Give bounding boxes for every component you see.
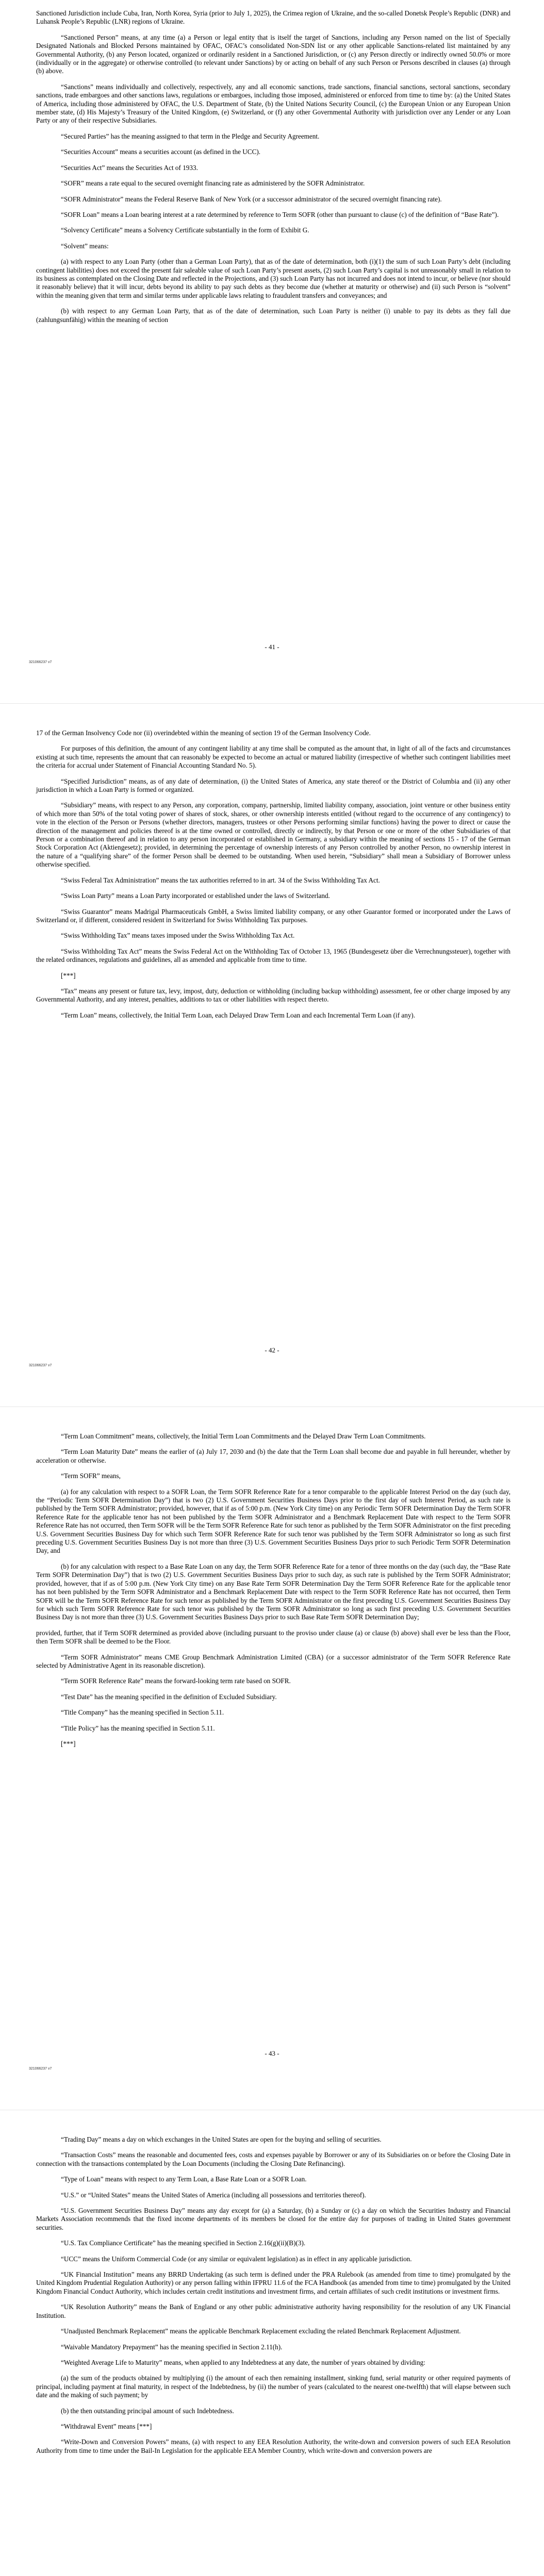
- redaction-marker: [***]: [61, 1739, 76, 1748]
- definition-securities-act: “Securities Act” means the Securities Act of 1933.: [61, 163, 198, 172]
- page-number: - 43 -: [265, 2049, 279, 2057]
- definition-sofr: “SOFR” means a rate equal to the secured overnight financing rate as administered by the SOFR Administrator.: [61, 179, 365, 188]
- definition-term-loan-maturity-date: “Term Loan Maturity Date” means the earlier of (a) July 17, 2030 and (b) the date that the Term Loan shall become due and payable in full hereunder, whether by acceleration or otherwise.: [36, 1448, 510, 1464]
- definition-swiss-withholding-tax-act: “Swiss Withholding Tax Act” means the Swiss Federal Act on the Withholding Tax of October 13, 1965 (Bundesgesetz über die Verrechnungssteuer), together with the related ordinances, regulations and guidelines, all as amended and applicable from time to time.: [36, 947, 510, 964]
- definition-sanctioned-person: “Sanctioned Person” means, at any time (a) a Person or legal entity that is itself the target of Sanctions, including any Person named on the list of Specially Designated Nationals and Blocked Persons maintained by OFAC, OFAC’s consolidated Non-SDN list or any other applicable Sanctions-related list maintained by any Governmental Authority, (b) any Person located, organized or ordinarily resident in a Sanctioned Jurisdiction, or (c) any Person directly or indirectly owned 50.0% or more (individually or in the aggregate) or otherwise controlled (to relevant under Sanctions) by or acting on behalf of any such Person or Persons described in clauses (a) through (b) above.: [36, 33, 510, 75]
- definition-term-loan: “Term Loan” means, collectively, the Initial Term Loan, each Delayed Draw Term Loan and each Incremental Term Loan (if any).: [61, 1011, 416, 1019]
- definition-uk-financial-institution: “UK Financial Institution” means any BRRD Undertaking (as such term is defined under the PRA Rulebook (as amended from time to time) promulgated by the United Kingdom Prudential Regulation Authority) or any person falling within IFPRU 11.6 of the FCA Handbook (as amended from time to time) promulgated by the United Kingdom Financial Conduct Authority, which includes certain credit institutions and investment firms, and certain affiliates of such credit institutions or investment firms.: [36, 2270, 510, 2295]
- definition-title-company: “Title Company” has the meaning specified in Section 5.11.: [61, 1708, 224, 1717]
- definition-term-sofr-reference-rate: “Term SOFR Reference Rate” means the forward-looking term rate based on SOFR.: [61, 1677, 291, 1685]
- definition-sanctions: “Sanctions” means individually and collectively, respectively, any and all economic sanctions, trade sanctions, financial sanctions, sectoral sanctions, secondary sanctions, trade embargoes and other sanctions laws, regulations or embargoes, including those imposed, administered or enforced from time to time by: (a) the United States of America, including those administered by OFAC, the U.S. Department of State, (b) the United Nations Security Council, (c) the European Union or any European Union member state, (d) His Majesty’s Treasury of the United Kingdom, (e) Switzerland, or (f) any other Governmental Authority with jurisdiction over any Lender or any Loan Party or any of their respective Subsidiaries.: [36, 82, 510, 125]
- definition-solvency-certificate: “Solvency Certificate” means a Solvency Certificate substantially in the form of Exhibit G.: [61, 226, 309, 234]
- definition-securities-account: “Securities Account” means a securities account (as defined in the UCC).: [61, 148, 261, 156]
- page-42-body: [36, 729, 510, 1027]
- document-id: 321066237 v7: [29, 2067, 52, 2071]
- document-id: 321066237 v7: [29, 660, 52, 664]
- definition-sofr-administrator: “SOFR Administrator” means the Federal Reserve Bank of New York (or a successor administrator of the secured overnight financing rate).: [61, 195, 442, 203]
- definition-term-sofr: “Term SOFR” means,: [61, 1472, 121, 1480]
- definition-us-tax-compliance-certificate: “U.S. Tax Compliance Certificate” has the meaning specified in Section 2.16(g)(ii)(B)(3).: [61, 2239, 306, 2247]
- definition-swiss-guarantor: “Swiss Guarantor” means Madrigal Pharmaceuticals GmbH, a Swiss limited liability company, or any other Guarantor formed or incorporated under the Laws of Switzerland or, if different, considered resident in Switzerland for Swiss Withholding Tax purposes.: [36, 907, 510, 924]
- definition-ucc: “UCC” means the Uniform Commercial Code (or any similar or equivalent legislation) as in effect in any applicable jurisdiction.: [61, 2255, 412, 2263]
- paragraph: 17 of the German Insolvency Code nor (ii) overindebted within the meaning of section 19 of the German Insolvency Code.: [36, 729, 371, 737]
- clause-a: (a) the sum of the products obtained by multiplying (i) the amount of each then remaining installment, sinking fund, serial maturity or other required payments of principal, including payment at final maturity, in respect of the Indebtedness, by (ii) the number of years (calculated to the nearest one-twelfth) that will elapse between such date and the making of such payment; by: [36, 2374, 510, 2399]
- definition-swiss-federal-tax-administration: “Swiss Federal Tax Administration” means the tax authorities referred to in art. 34 of the Swiss Withholding Tax Act.: [61, 876, 380, 884]
- clause-b: (b) with respect to any German Loan Party, that as of the date of determination, such Loan Party is neither (i) unable to pay its debts as they fall due (zahlungsunfähig) within the meaning of section: [36, 307, 510, 324]
- page-41: [0, 0, 544, 703]
- definition-term-loan-commitment: “Term Loan Commitment” means, collectively, the Initial Term Loan Commitments and the Delayed Draw Term Loan Commitments.: [61, 1432, 426, 1440]
- clause-a: (a) with respect to any Loan Party (other than a German Loan Party), that as of the date of determination, both (i)(1) the sum of such Loan Party’s debt (including contingent liabilities) does not exceed the present fair saleable value of such Loan Party’s present assets, (2) such Loan Party’s capital is not unreasonably small in relation to its business as contemplated on the Closing Date and reflected in the Projections, and (3) such Loan Party has not incurred and does not intend to incur, or believe (nor should it reasonably believe) that it will incur, debts beyond its ability to pay such debts as they become due (whether at maturity or otherwise) and (ii) such Person is “solvent” within the meaning given that term and similar terms under applicable laws relating to fraudulent transfers and conveyances; and: [36, 258, 510, 299]
- proviso: provided, further, that if Term SOFR determined as provided above (including pursuant to the proviso under clause (a) or clause (b) above) shall ever be less than the Floor, then Term SOFR shall be deemed to be the Floor.: [36, 1629, 510, 1646]
- page-number: - 42 -: [265, 1346, 279, 1354]
- definition-title-policy: “Title Policy” has the meaning specified in Section 5.11.: [61, 1724, 215, 1732]
- page-41-body: [36, 9, 510, 331]
- clause-b: (b) the then outstanding principal amount of such Indebtedness.: [61, 2406, 234, 2415]
- document-id: 321066237 v7: [29, 1364, 52, 1367]
- definition-specified-jurisdiction: “Specified Jurisdiction” means, as of any date of determination, (i) the United States of America, any state thereof or the District of Columbia and (ii) any other jurisdiction in which a Loan Party is formed or organized.: [36, 777, 510, 794]
- definition-swiss-withholding-tax: “Swiss Withholding Tax” means taxes imposed under the Swiss Withholding Tax Act.: [61, 931, 295, 940]
- definition-solvent: “Solvent” means:: [61, 242, 109, 250]
- definition-term-sofr-administrator: “Term SOFR Administrator” means CME Group Benchmark Administration Limited (CBA) (or a successor administrator of the Term SOFR Reference Rate selected by Administrative Agent in its reasonable discretion).: [36, 1653, 510, 1669]
- redaction-marker: [***]: [61, 971, 76, 979]
- definition-us: “U.S.” or “United States” means the United States of America (including all possessions and territories thereof).: [61, 2191, 366, 2199]
- definition-test-date: “Test Date” has the meaning specified in the definition of Excluded Subsidiary.: [61, 1692, 277, 1701]
- paragraph: For purposes of this definition, the amount of any contingent liability at any time shall be computed as the amount that, in light of all of the facts and circumstances existing at such time, represents the amount that can reasonably be expected to become an actual or matured liability (irrespective of whether such contingent liabilities meet the criteria for accrual under Statement of Financial Accounting Standard No. 5).: [36, 744, 510, 770]
- page-44: [0, 2110, 544, 2576]
- definition-unadjusted-benchmark-replacement: “Unadjusted Benchmark Replacement” means the applicable Benchmark Replacement excluding the related Benchmark Replacement Adjustment.: [61, 2327, 461, 2335]
- definition-swiss-loan-party: “Swiss Loan Party” means a Loan Party incorporated or established under the laws of Switzerland.: [61, 892, 330, 900]
- definition-withdrawal-event: “Withdrawal Event” means [***]: [61, 2422, 152, 2430]
- page-42: [0, 703, 544, 1406]
- paragraph: Sanctioned Jurisdiction include Cuba, Iran, North Korea, Syria (prior to July 1, 2025), the Crimea region of Ukraine, and the so-called Donetsk People’s Republic (DNR) and Luhansk People’s Republic (LNR) regions of Ukraine.: [36, 9, 510, 26]
- definition-write-down-and-conversion-powers: “Write-Down and Conversion Powers” means, (a) with respect to any EEA Resolution Authority, the write-down and conversion powers of such EEA Resolution Authority from time to time under the Bail-In Legislation for the applicable EEA Member Country, which write-down and conversion powers are: [36, 2438, 510, 2454]
- definition-us-government-securities-business-day: “U.S. Government Securities Business Day” means any day except for (a) a Saturday, (b) a Sunday or (c) a day on which the Securities Industry and Financial Markets Association recommends that the fixed income departments of its members be closed for the entire day for purposes of trading in United States government securities.: [36, 2207, 510, 2231]
- clause-b: (b) for any calculation with respect to a Base Rate Loan on any day, the Term SOFR Reference Rate for a tenor of three months on the day (such day, the “Base Rate Term SOFR Determination Day”) that is two (2) U.S. Government Securities Business Days prior to such day, as such rate is published by the Term SOFR Administrator; provided, however, that if as of 5:00 p.m. (New York City time) on any Base Rate Term SOFR Determination Day the Term SOFR Reference Rate for the applicable tenor has not been published by the Term SOFR Administrator and a Benchmark Replacement Date with respect to the Term SOFR Reference Rate has not occurred, then Term SOFR will be the Term SOFR Reference Rate for such tenor as published by the Term SOFR Administrator on the first preceding U.S. Government Securities Business Day for which such Term SOFR Reference Rate for such tenor was published by the Term SOFR Administrator so long as such first preceding U.S. Government Securities Business Day is not more than three (3) U.S. Government Securities Business Days prior to such Base Rate Term SOFR Determination Day;: [36, 1562, 510, 1621]
- definition-secured-parties: “Secured Parties” has the meaning assigned to that term in the Pledge and Security Agreement.: [61, 132, 320, 140]
- definition-uk-resolution-authority: “UK Resolution Authority” means the Bank of England or any other public administrative authority having responsibility for the resolution of any UK Financial Institution.: [36, 2303, 510, 2319]
- clause-a: (a) for any calculation with respect to a SOFR Loan, the Term SOFR Reference Rate for a tenor comparable to the applicable Interest Period on the day (such day, the “Periodic Term SOFR Determination Day”) that is two (2) U.S. Government Securities Business Days prior to the first day of such Interest Period, as such rate is published by the Term SOFR Administrator; provided, however, that if as of 5:00 p.m. (New York City time) on any Periodic Term SOFR Determination Day the Term SOFR Reference Rate for the applicable tenor has not been published by the Term SOFR Administrator and a Benchmark Replacement Date with respect to the Term SOFR Reference Rate has not occurred, then Term SOFR will be the Term SOFR Reference Rate for such tenor as published by the Term SOFR Administrator on the first preceding U.S. Government Securities Business Day for which such Term SOFR Reference Rate for such tenor was published by the Term SOFR Administrator so long as such first preceding U.S. Government Securities Business Day is not more than three (3) U.S. Government Securities Business Days prior to such Periodic Term SOFR Determination Day, and: [36, 1487, 510, 1555]
- page-43: [0, 1406, 544, 2110]
- page-44-body: [36, 2136, 510, 2462]
- definition-subsidiary: “Subsidiary” means, with respect to any Person, any corporation, company, partnership, limited liability company, association, joint venture or other business entity of which more than 50% of the total voting power of shares of stock, shares, or other ownership interests entitled (without regard to the occurrence of any contingency) to vote in the election of the Person or Persons (whether directors, managers, trustees or other Persons performing similar functions) having the power to direct or cause the direction of the management and policies thereof is at the time owned or controlled, directly or indirectly, by that Person or one or more of the other Subsidiaries of that Person or a combination thereof and in relation to any person incorporated or established in Germany, a subsidiary within the meaning of sections 15 - 17 of the German Stock Corporation Act (Aktiengesetz); provided, in determining the percentage of ownership interests of any Person controlled by another Person, no ownership interest in the nature of a “qualifying share” of the former Person shall be deemed to be outstanding. When used herein, “Subsidiary” shall mean a Subsidiary of Borrower unless otherwise specified.: [36, 801, 510, 869]
- definition-type-of-loan: “Type of Loan” means with respect to any Term Loan, a Base Rate Loan or a SOFR Loan.: [61, 2175, 307, 2183]
- page-number: - 41 -: [265, 643, 279, 651]
- definition-sofr-loan: “SOFR Loan” means a Loan bearing interest at a rate determined by reference to Term SOFR (other than pursuant to clause (c) of the definition of “Base Rate”).: [61, 210, 499, 218]
- definition-transaction-costs: “Transaction Costs” means the reasonable and documented fees, costs and expenses payable by Borrower or any of its Subsidiaries on or before the Closing Date in connection with the transactions contemplated by the Loan Documents (including the Closing Date Refinancing).: [36, 2151, 510, 2167]
- page-43-body: [36, 1432, 510, 1755]
- definition-weighted-average-life-to-maturity: “Weighted Average Life to Maturity” means, when applied to any Indebtedness at any date, the number of years obtained by dividing:: [61, 2358, 425, 2366]
- definition-trading-day: “Trading Day” means a day on which exchanges in the United States are open for the buying and selling of securities.: [61, 2136, 382, 2143]
- definition-tax: “Tax” means any present or future tax, levy, impost, duty, deduction or withholding (including backup withholding) assessment, fee or other charge imposed by any Governmental Authority, and any interest, penalties, additions to tax or other liabilities with respect thereto.: [36, 987, 510, 1004]
- definition-waivable-mandatory-prepayment: “Waivable Mandatory Prepayment” has the meaning specified in Section 2.11(h).: [61, 2343, 283, 2351]
